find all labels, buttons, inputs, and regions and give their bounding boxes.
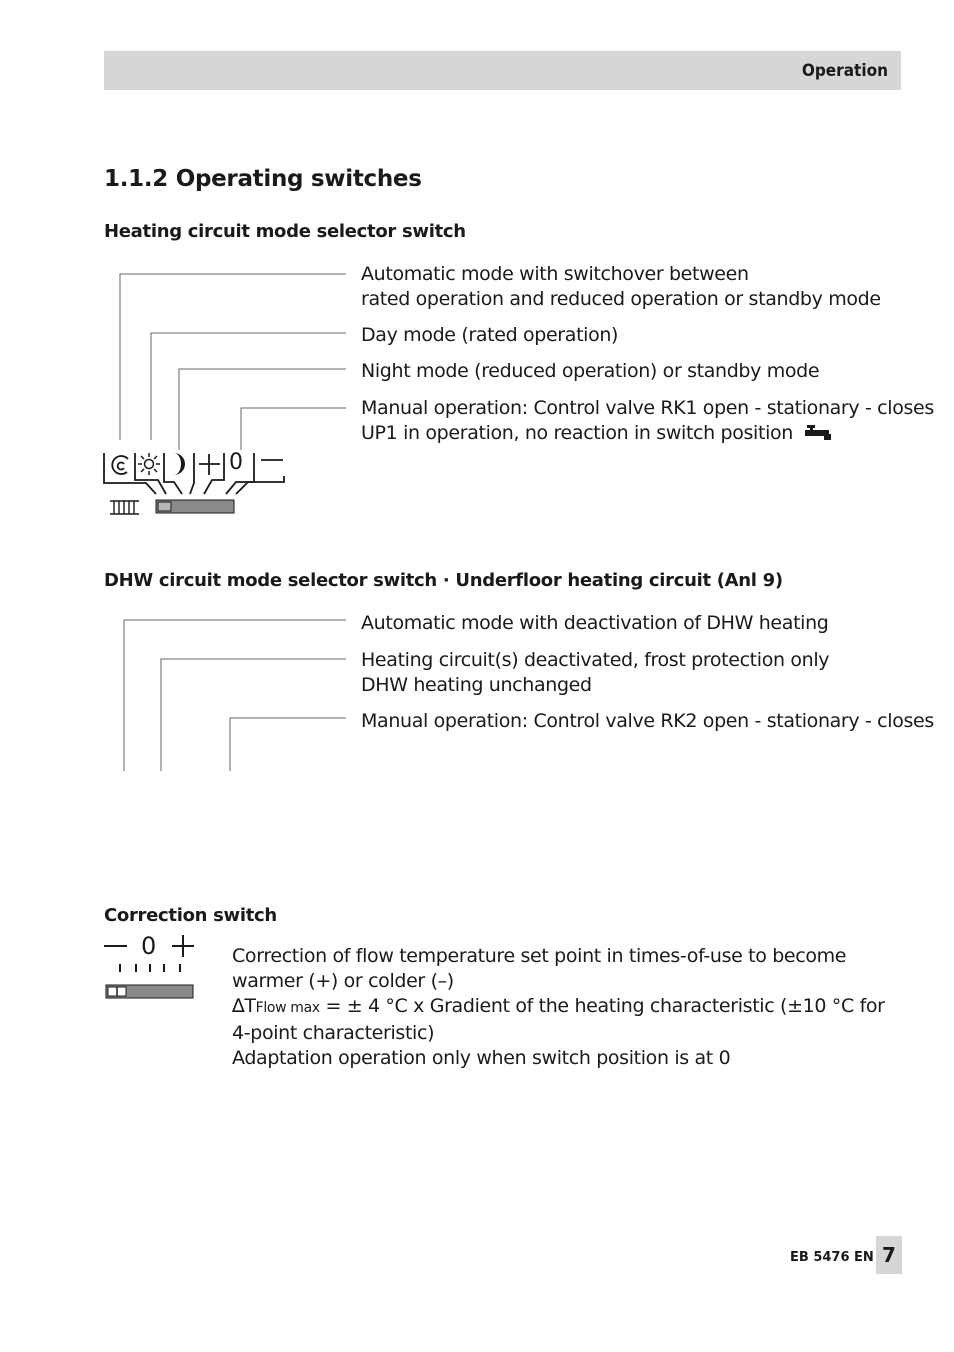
page-title: 1.1.2 Operating switches bbox=[104, 166, 422, 192]
heating-item-manual: Manual operation: Control valve RK1 open - stationary - closes UP1 in operation, no reaction in switch position bbox=[361, 397, 934, 444]
plus-symbol bbox=[199, 454, 220, 475]
delta-t-formula: ∆TFlow max = ± 4 °C x Gradient of the heating characteristic (±10 °C for 4-point characteristic) bbox=[232, 995, 885, 1044]
heating-item-day: Day mode (rated operation) bbox=[361, 324, 619, 346]
auto-mode-icon bbox=[112, 456, 128, 474]
dhw-switch-heading: DHW circuit mode selector switch · Underfloor heating circuit (Anl 9) bbox=[104, 570, 783, 591]
correction-switch-heading: Correction switch bbox=[104, 905, 277, 926]
heating-switch-knob bbox=[158, 502, 171, 511]
moon-icon bbox=[174, 453, 185, 475]
dhw-item-frost: Heating circuit(s) deactivated, frost protection only DHW heating unchanged bbox=[361, 649, 830, 696]
page-number: 7 bbox=[882, 1243, 896, 1267]
correction-plus-symbol bbox=[172, 935, 194, 957]
correction-switch-track bbox=[106, 985, 193, 998]
section-label: Operation bbox=[801, 61, 888, 81]
zero-symbol: 0 bbox=[229, 450, 243, 475]
heating-item-night: Night mode (reduced operation) or standby mode bbox=[361, 360, 820, 382]
page-number-box bbox=[876, 1236, 902, 1274]
heating-item-auto: Automatic mode with switchover between rated operation and reduced operation or standby mode bbox=[361, 263, 881, 310]
heating-switch-track bbox=[156, 500, 234, 513]
dhw-item-manual: Manual operation: Control valve RK2 open - stationary - closes bbox=[361, 710, 934, 732]
document-code: EB 5476 EN bbox=[790, 1250, 874, 1265]
tap-icon bbox=[805, 424, 833, 440]
dhw-item-auto: Automatic mode with deactivation of DHW heating bbox=[361, 612, 829, 634]
correction-ticks bbox=[120, 964, 180, 972]
sun-icon bbox=[138, 453, 160, 475]
header-bar bbox=[104, 51, 901, 90]
correction-switch-knob bbox=[108, 987, 126, 996]
radiator-icon bbox=[110, 501, 139, 514]
heating-switch-heading: Heating circuit mode selector switch bbox=[104, 221, 466, 242]
correction-description: Correction of flow temperature set point in times-of-use to become warmer (+) or colder (–) ∆TFlow max = ± 4 °C x Gradient of the heating characteristic (±10 °C for 4-point characteristic) Adaptation operation only when switch position is at 0 bbox=[232, 944, 904, 1071]
correction-zero-symbol: 0 bbox=[141, 932, 157, 960]
